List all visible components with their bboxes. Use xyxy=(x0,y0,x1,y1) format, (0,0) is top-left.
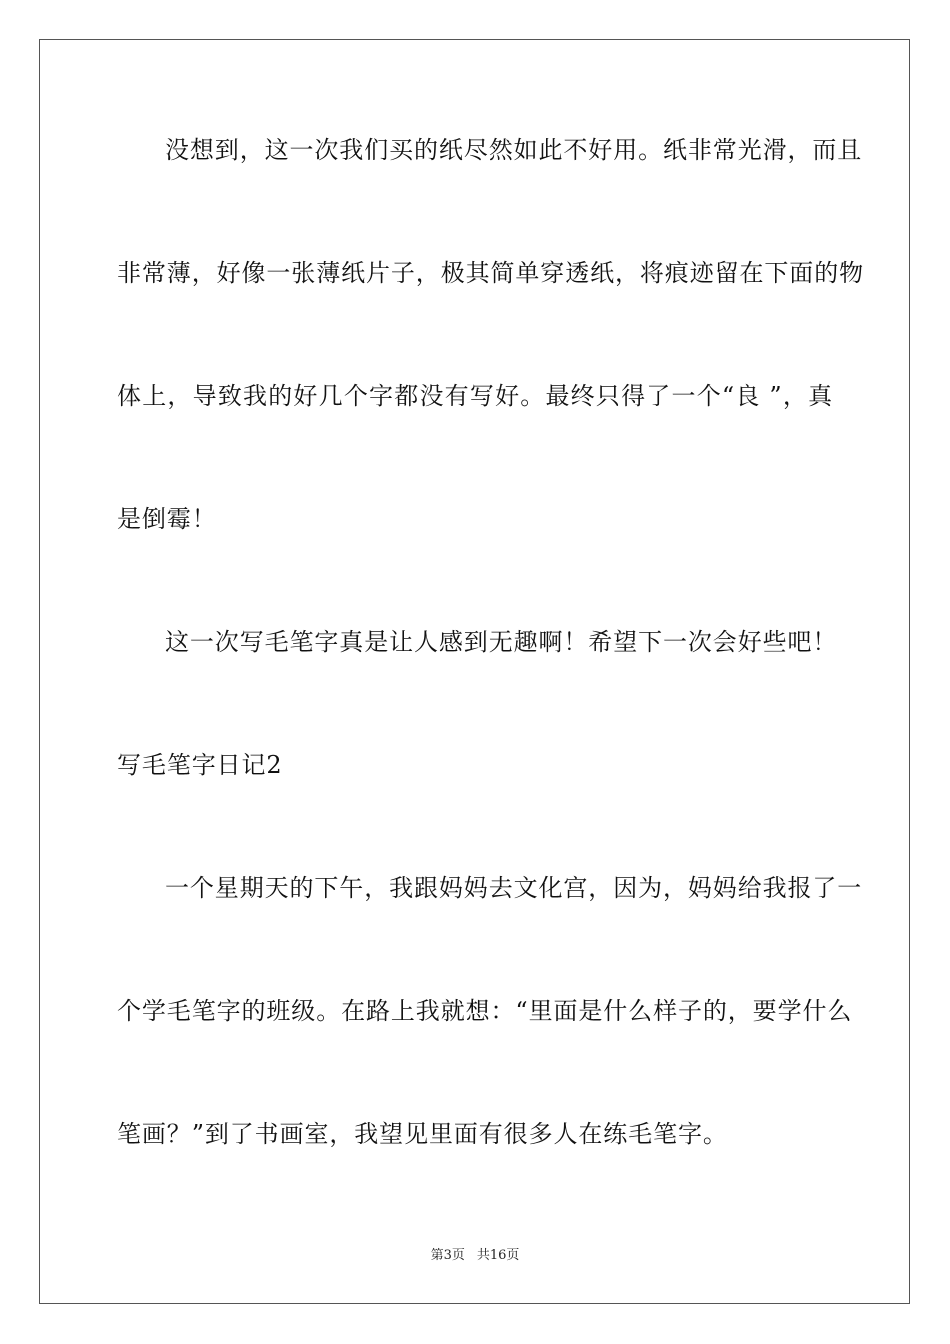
paragraph-line-5: 这一次写毛笔字真是让人感到无趣啊！希望下一次会好些吧！ xyxy=(165,628,838,656)
page-total: 共16页 xyxy=(476,1248,520,1263)
paragraph-line-1: 没想到，这一次我们买的纸尽然如此不好用。纸非常光滑，而且 xyxy=(165,136,863,164)
paragraph-line-4: 是倒霉！ xyxy=(117,505,217,533)
page-footer xyxy=(0,1247,950,1265)
paragraph-line-3: 体上，导致我的好几个字都没有写好。最终只得了一个“良 ”，真 xyxy=(117,382,833,410)
paragraph-line-7: 个学毛笔字的班级。在路上我就想：“里面是什么样子的，要学什么 xyxy=(117,997,853,1025)
paragraph-line-6: 一个星期天的下午，我跟妈妈去文化宫，因为，妈妈给我报了一 xyxy=(165,874,863,902)
paragraph-line-8: 笔画？”到了书画室，我望见里面有很多人在练毛笔字。 xyxy=(117,1120,728,1148)
paragraph-line-2: 非常薄，好像一张薄纸片子，极其简单穿透纸，将痕迹留在下面的物 xyxy=(117,259,864,287)
page-border xyxy=(39,39,910,1304)
page-number: 第3页 xyxy=(430,1248,465,1263)
section-heading: 写毛笔字日记2 xyxy=(117,751,283,779)
